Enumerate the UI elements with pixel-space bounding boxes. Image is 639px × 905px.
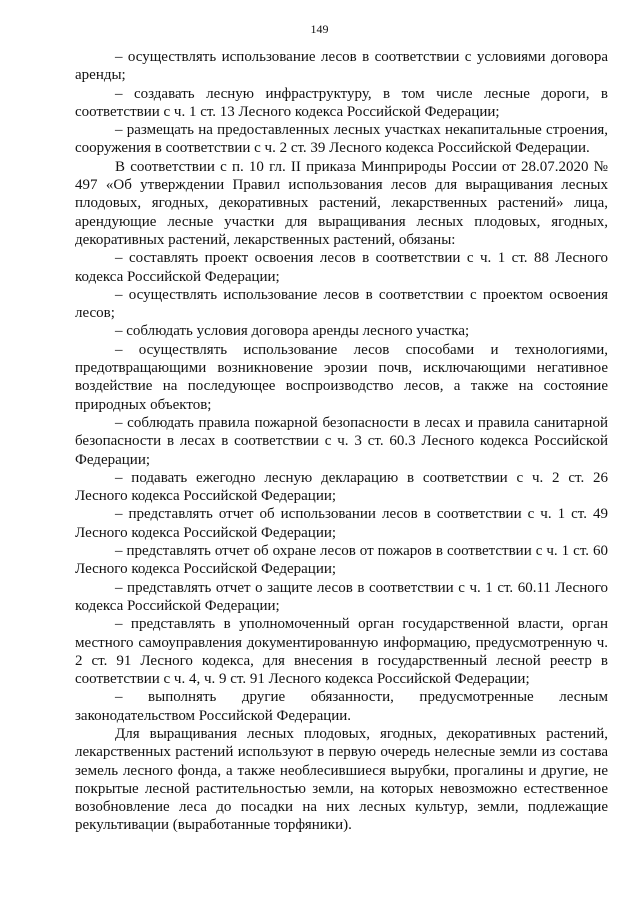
- paragraph: – осуществлять использование лесов в соответствии с условиями договора аренды;: [75, 49, 608, 84]
- paragraph: – соблюдать правила пожарной безопасности в лесах и правила санитарной безопасности в лесах в соответствии с ч. 3 ст. 60.3 Лесного кодекса Российской Федерации;: [75, 414, 608, 468]
- paragraph: – представлять отчет об использовании лесов в соответствии с ч. 1 ст. 49 Лесного кодекса Российской Федерации;: [75, 506, 608, 541]
- paragraph: – создавать лесную инфраструктуру, в том числе лесные дороги, в соответствии с ч. 1 ст. 13 Лесного кодекса Российской Федерации;: [75, 85, 608, 120]
- paragraph: – размещать на предоставленных лесных участках некапитальные строения, сооружения в соответствии с ч. 2 ст. 39 Лесного кодекса Российской Федерации.: [75, 122, 608, 157]
- paragraph: – представлять в уполномоченный орган государственной власти, орган местного самоуправления документированную информацию, предусмотренную ч. 2 ст. 91 Лесного кодекса, для внесения в государственный лесной реестр в соответствии с ч. 4, ч. 9 ст. 91 Лесного кодекса Российской Федерации;: [75, 616, 608, 688]
- paragraph: – соблюдать условия договора аренды лесного участка;: [115, 323, 470, 340]
- paragraph: Для выращивания лесных плодовых, ягодных, декоративных растений, лекарственных растений используют в первую очередь нелесные земли из состава земель лесного фонда, а также необлесившиеся вырубки, прогалины и другие, не покрытые лесной растительностью земли, на которых невозможно естественное возобновление леса до посадки на них лесных культур, земли, подлежащие рекультивации (выработанные торфяники).: [75, 725, 608, 834]
- paragraph: В соответствии с п. 10 гл. II приказа Минприроды России от 28.07.2020 № 497 «Об утверждении Правил использования лесов для выращивания лесных плодовых, ягодных, декоративных растений, лекарственных растений» лица, арендующие лесные участки для выращивания лесных плодовых, ягодных, декоративных растений, лекарственных растений, обязаны:: [75, 158, 608, 248]
- paragraph: – составлять проект освоения лесов в соответствии с ч. 1 ст. 88 Лесного кодекса Российской Федерации;: [75, 250, 608, 285]
- paragraph: – подавать ежегодно лесную декларацию в соответствии с ч. 2 ст. 26 Лесного кодекса Российской Федерации;: [75, 469, 608, 505]
- paragraph: – представлять отчет об охране лесов от пожаров в соответствии с ч. 1 ст. 60 Лесного кодекса Российской Федерации;: [75, 543, 608, 578]
- page-number: 149: [310, 22, 329, 36]
- document-body: [75, 48, 608, 835]
- paragraph: – представлять отчет о защите лесов в соответствии с ч. 1 ст. 60.11 Лесного кодекса Российской Федерации;: [75, 579, 608, 614]
- paragraph: – осуществлять использование лесов в соответствии с проектом освоения лесов;: [75, 286, 608, 322]
- paragraph: – осуществлять использование лесов способами и технологиями, предотвращающими возникновение эрозии почв, исключающими негативное воздействие на последующее воспроизводство лесов, а также на состояние природных объектов;: [75, 341, 608, 413]
- paragraph: – выполнять другие обязанности, предусмотренные лесным законодательством Российской Федерации.: [75, 689, 608, 724]
